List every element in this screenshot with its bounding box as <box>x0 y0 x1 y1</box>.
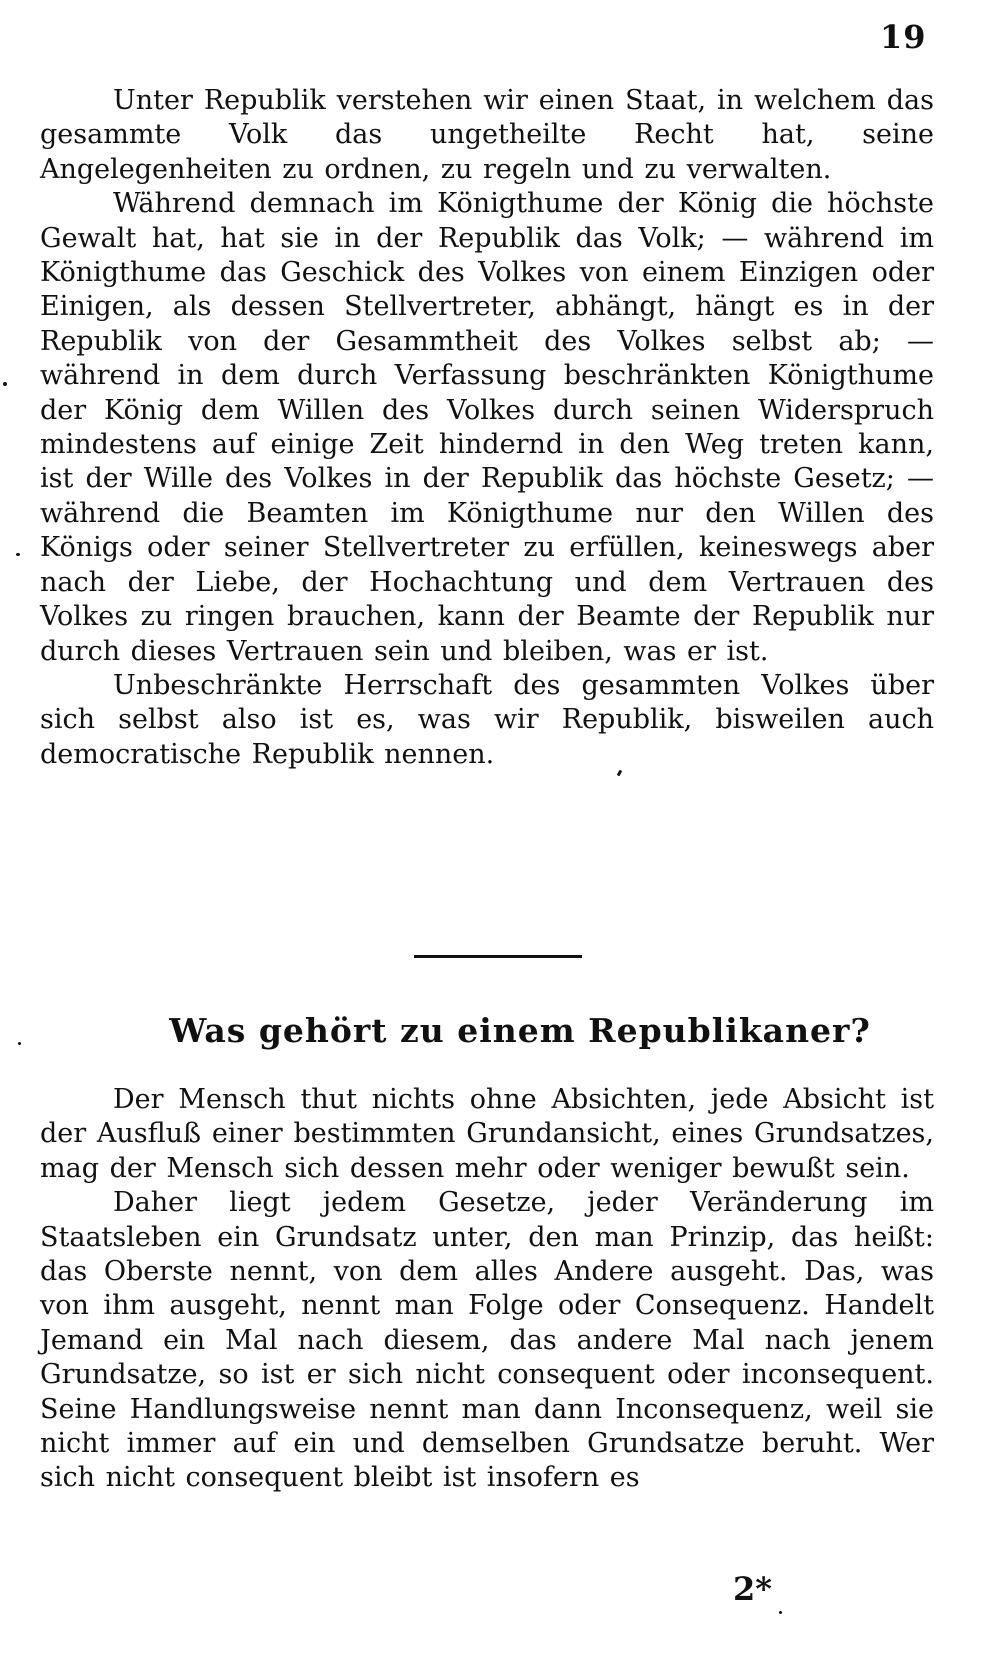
ink-speck <box>779 1611 782 1614</box>
paragraph-summary: Unbeschränkte Herrschaft des gesammten Volkes über sich selbst also ist es, was wir Republik, bisweilen auch democratische Republik nennen. <box>40 669 934 770</box>
page-number: 19 <box>880 18 927 56</box>
paragraph-definition: Unter Republik verstehen wir einen Staat, in welchem das gesammte Volk das ungetheilte Recht hat, seine Angelegenheiten zu ordnen, zu regeln und zu verwalten. <box>40 85 934 185</box>
section-republikaner <box>40 1083 934 1496</box>
signature-mark: 2* <box>733 1570 772 1608</box>
ink-speck <box>18 1042 21 1045</box>
section-divider-rule <box>414 955 582 958</box>
section-republic-definition <box>40 84 934 772</box>
paragraph-principle: Daher liegt jedem Gesetze, jeder Veränderung im Staatsleben ein Grundsatz unter, den man Prinzip, das heißt: das Oberste nennt, von dem alles Andere ausgeht. Das, was von ihm ausgeht, nennt man Folge oder Consequenz. Handelt Jemand ein Mal nach diesem, das andere Mal nach jenem Grundsatze, so ist er sich nicht consequent oder inconsequent. Seine Handlungsweise nennt man dann Inconsequenz, weil sie nicht immer auf ein und demselben Grundsatze beruht. Wer sich nicht consequent bleibt ist insofern es <box>40 1187 934 1494</box>
paragraph-intentions: Der Mensch thut nichts ohne Absichten, jede Absicht ist der Ausfluß einer bestimmten Grundansicht, eines Grundsatzes, mag der Mensch sich dessen mehr oder weniger bewußt sein. <box>40 1084 934 1184</box>
ink-speck <box>3 382 7 386</box>
ink-speck <box>16 553 20 556</box>
paragraph-comparison: Während demnach im Königthume der König die höchste Gewalt hat, hat sie in der Republik das Volk; — während im Königthume das Geschick des Volkes von einem Einzigen oder Einigen, als dessen Stellvertreter, abhängt, hängt es in der Republik von der Gesammtheit des Volkes selbst ab; — während in dem durch Verfassung beschränkten Königthume der König dem Willen des Volkes durch seinen Widerspruch mindestens auf einige Zeit hindernd in den Weg treten kann, ist der Wille des Volkes in der Republik das höchste Gesetz; — während die Beamten im Königthume nur den Willen des Königs oder seiner Stellvertreter zu erfüllen, keineswegs aber nach der Liebe, der Hochachtung und dem Vertrauen des Volkes zu ringen brauchen, kann der Beamte der Republik nur durch dieses Vertrauen sein und bleiben, was er ist. <box>40 188 934 667</box>
section-heading: Was gehört zu einem Republikaner? <box>169 1011 871 1050</box>
